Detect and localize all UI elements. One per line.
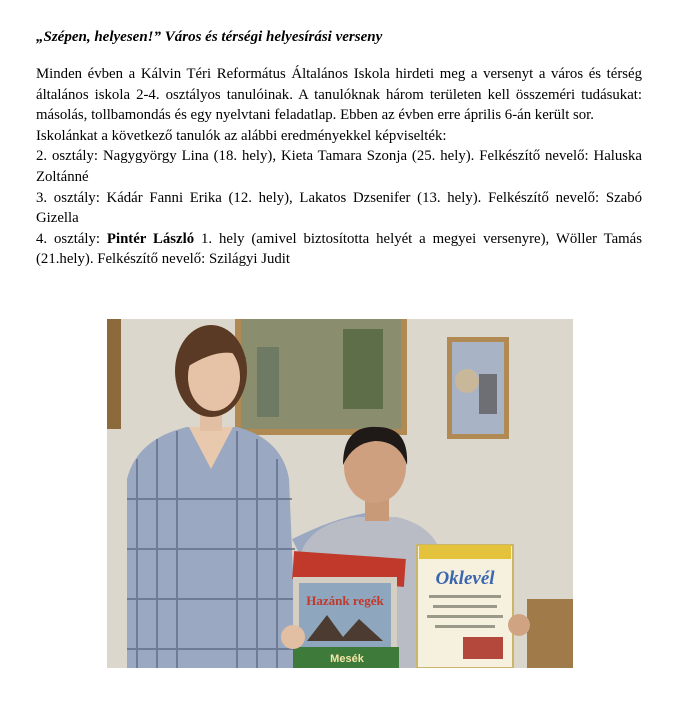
represented-line: Iskolánkat a következő tanulók az alábbi eredményekkel képviselték: — [36, 127, 447, 144]
hand-right — [508, 614, 530, 636]
certificate-title: Oklevél — [435, 568, 495, 589]
certificate — [417, 545, 513, 668]
grade-4-prefix: 4. osztály: — [36, 230, 107, 247]
winner-name: Pintér László — [106, 230, 195, 247]
intro-paragraph: Minden évben a Kálvin Téri Református Általános Iskola hirdeti meg a versenyt a város és térség általános iskola 2-4. osztályos tanulóinak. A tanulóknak három területen kell összeméri tudásukat: másolás, tollbamondás és egy nyelvtani feladatlap. Ebben az évben erre április 6-án került sor. — [36, 66, 642, 124]
grade-3-line: 3. osztály: Kádár Fanni Erika (12. hely), Lakatos Dzsenifer (13. hely). Felkészítő nevelő: Szabó Gizella — [36, 189, 642, 227]
photo-illustration — [107, 319, 573, 668]
left-frame — [107, 319, 121, 429]
book-stack — [292, 551, 406, 668]
grade-2-line: 2. osztály: Nagygyörgy Lina (18. hely), Kieta Tamara Szonja (25. hely). Felkészítő nevelő: Haluska Zoltánné — [36, 148, 642, 185]
article-title: „Szépen, helyesen!” Város és térségi helyesírási verseny — [36, 29, 383, 45]
book2-title: Mesék — [330, 653, 364, 665]
award-photo — [107, 319, 573, 668]
article-body — [36, 64, 642, 270]
table — [527, 599, 573, 668]
book-title: Hazánk regék — [306, 593, 384, 608]
grade-4-line — [36, 229, 642, 270]
hand-left — [281, 625, 305, 649]
grade-4-rest: 1. hely (amivel biztosította helyét a megyei versenyre), Wöller Tamás (21.hely). Felkészítő nevelő: Szilágyi Judit — [36, 230, 642, 268]
